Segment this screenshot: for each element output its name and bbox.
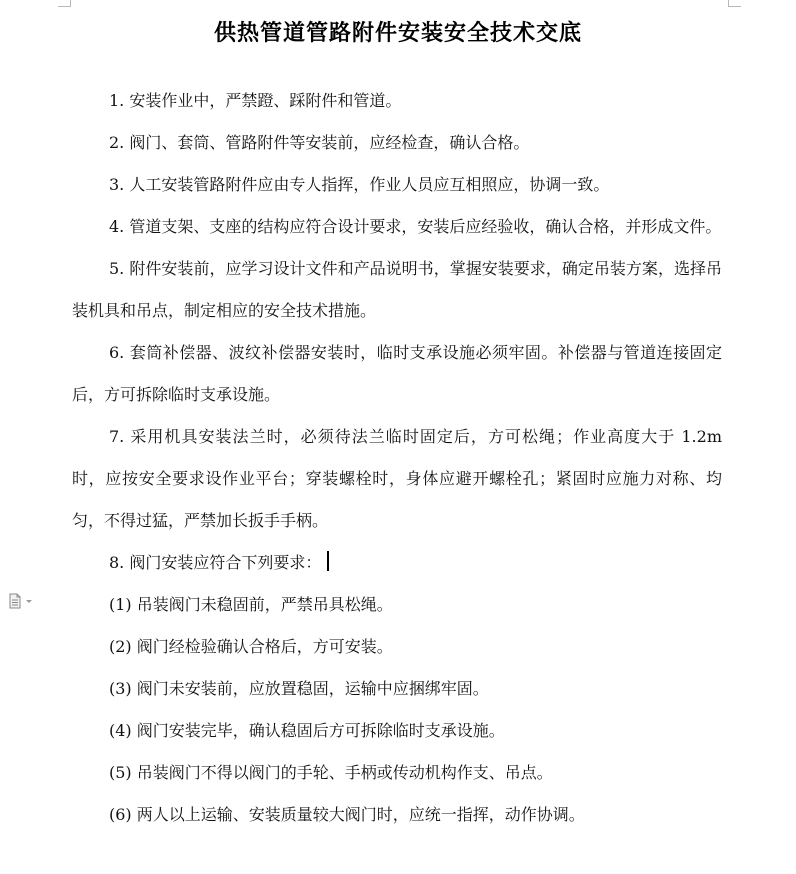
subitem-6: (6) 两人以上运输、安装质量较大阀门时，应统一指挥，动作协调。: [109, 805, 585, 824]
subitem-4: (4) 阀门安装完毕，确认稳固后方可拆除临时支承设施。: [109, 721, 505, 740]
page-corner-mark-right: [728, 0, 741, 7]
item-8: 8. 阀门安装应符合下列要求：: [109, 553, 322, 572]
document-options-icon[interactable]: [8, 593, 36, 609]
item-7: 7. 采用机具安装法兰时，必须待法兰临时固定后，方可松绳；作业高度大于 1.2m 时，应按安全要求设作业平台；穿装螺栓时，身体应避开螺栓孔；紧固时应施力对称、均匀，不得过猛，严禁加长扳手手柄。: [72, 427, 722, 530]
text-cursor: [327, 551, 329, 571]
document-body[interactable]: [72, 80, 722, 836]
item-5: 5. 附件安装前，应学习设计文件和产品说明书，掌握安装要求，确定吊装方案，选择吊装机具和吊点，制定相应的安全技术措施。: [72, 259, 722, 320]
item-1: 1. 安装作业中，严禁蹬、踩附件和管道。: [109, 91, 402, 110]
document-title: 供热管道管路附件安装安全技术交底: [213, 21, 582, 46]
subitem-5: (5) 吊装阀门不得以阀门的手轮、手柄或传动机构作支、吊点。: [109, 763, 553, 782]
item-2: 2. 阀门、套筒、管路附件等安装前，应经检查，确认合格。: [109, 133, 530, 152]
item-8-line: [72, 542, 722, 584]
subitem-3: (3) 阀门未安装前，应放置稳固，运输中应捆绑牢固。: [109, 679, 489, 698]
page-corner-mark-left: [58, 0, 71, 7]
item-3: 3. 人工安装管路附件应由专人指挥，作业人员应互相照应，协调一致。: [109, 175, 610, 194]
item-6: 6. 套筒补偿器、波纹补偿器安装时，临时支承设施必须牢固。补偿器与管道连接固定后，方可拆除临时支承设施。: [72, 343, 722, 404]
subitem-2: (2) 阀门经检验确认合格后，方可安装。: [109, 637, 393, 656]
item-4: 4. 管道支架、支座的结构应符合设计要求，安装后应经验收，确认合格，并形成文件。: [109, 217, 722, 236]
subitem-1: (1) 吊装阀门未稳固前，严禁吊具松绳。: [109, 595, 393, 614]
